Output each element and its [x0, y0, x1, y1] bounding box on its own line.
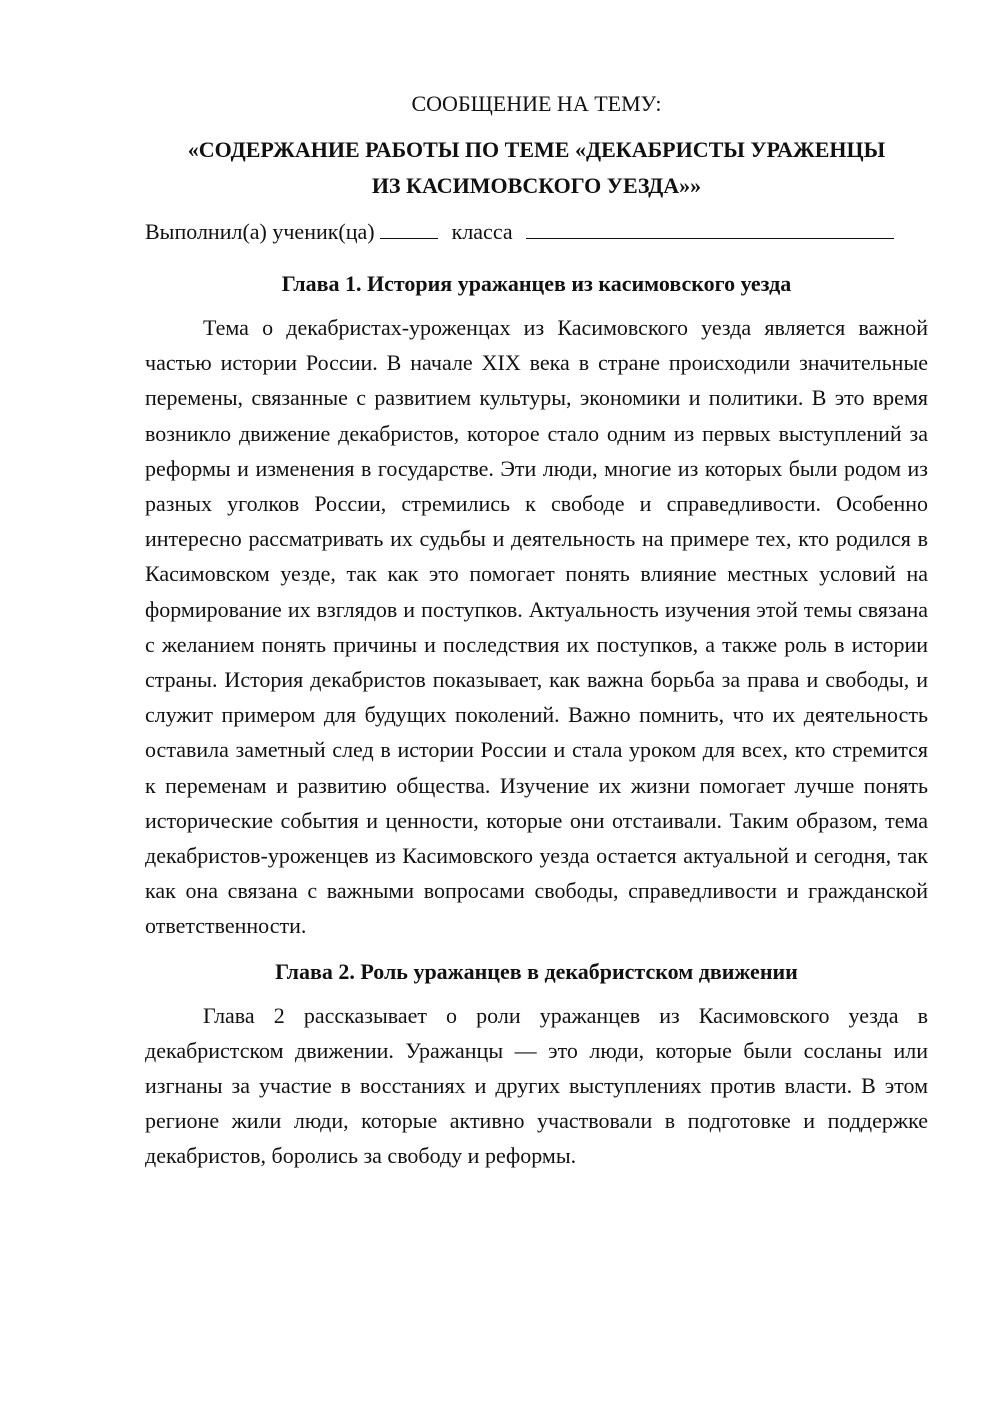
grade-blank-field[interactable]: [380, 216, 438, 239]
document-title-line-1: «СОДЕРЖАНИЕ РАБОТЫ ПО ТЕМЕ «ДЕКАБРИСТЫ УРАЖЕНЦЫ: [187, 137, 886, 162]
class-label: класса: [451, 219, 513, 244]
author-line: [145, 214, 928, 250]
chapter-2-heading: Глава 2. Роль уражанцев в декабристском движении: [275, 958, 798, 984]
chapter-1-heading: Глава 1. История уражанцев из касимовского уезда: [281, 271, 792, 296]
document-title-line-2: ИЗ КАСИМОВСКОГО УЕЗДА»»: [371, 173, 702, 198]
chapter-2-paragraph: Глава 2 рассказывает о роли уражанцев из Касимовского уезда в декабристском движении. Уражанцы — это люди, которые были сосланы или изгнаны за участие в восстаниях и других выступлениях против власти. В этом регионе жили люди, которые активно участвовали в подготовке и поддержке декабристов, боролись за свободу и реформы.: [145, 1002, 928, 1169]
name-blank-field[interactable]: [526, 216, 894, 239]
chapter-1-paragraph: Тема о декабристах-уроженцах из Касимовского уезда является важной частью истории России. В начале XIX века в стране происходили значительные перемены, связанные с развитием культуры, экономики и политики. В это время возникло движение декабристов, которое стало одним из первых выступлений за реформы и изменения в государстве. Эти люди, многие из которых были родом из разных уголков России, стремились к свободе и справедливости. Особенно интересно рассматривать их судьбы и деятельность на примере тех, кто родился в Касимовском уезде, так как это помогает понять влияние местных условий на формирование их взглядов и поступков. Актуальность изучения этой темы связана с желанием понять причины и последствия их поступков, а также роль в истории страны. История декабристов показывает, как важна борьба за права и свободы, и служит примером для будущих поколений. Важно помнить, что их деятельность оставила заметный след в истории России и стала уроком для всех, кто стремится к переменам и развитию общества. Изучение их жизни помогает лучше понять исторические события и ценности, которые они отстаивали. Таким образом, тема декабристов-уроженцев из Касимовского уезда остается актуальной и сегодня, так как она связана с важными вопросами свободы, справедливости и гражданской ответственности.: [145, 315, 928, 939]
document-page: [145, 90, 928, 1186]
document-title: [145, 132, 928, 204]
document-kind: СООБЩЕНИЕ НА ТЕМУ:: [411, 91, 662, 116]
performed-by-label: Выполнил(а) ученик(ца): [145, 219, 375, 244]
